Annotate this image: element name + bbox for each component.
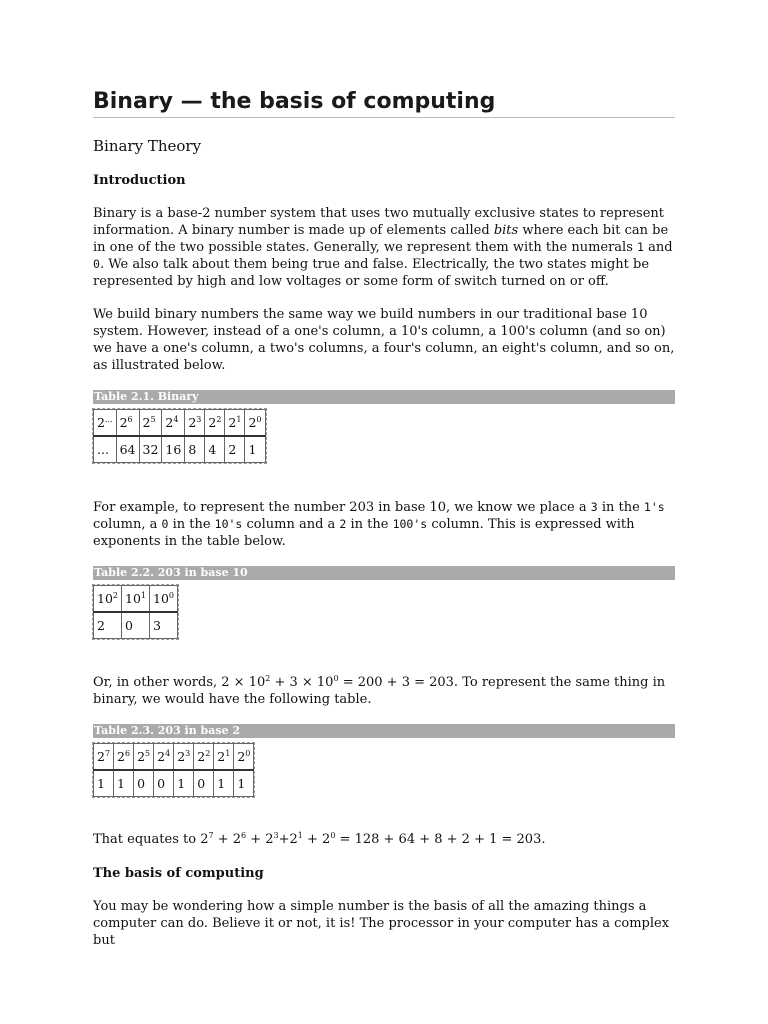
base-number: 2: [197, 749, 206, 764]
base-number: 10: [153, 591, 169, 606]
base-number: 2: [157, 749, 166, 764]
table-base2: [93, 743, 254, 797]
exponent: 7: [104, 749, 111, 758]
table-cell: 1: [245, 436, 265, 463]
table-cell: 1: [174, 770, 194, 797]
table-cell: 64: [116, 436, 139, 463]
table-cell: 1: [214, 770, 234, 797]
exponent: 5: [145, 749, 151, 758]
exponent: 1: [236, 415, 242, 424]
table-cell: 0: [154, 770, 174, 797]
table-cell: 1: [234, 770, 254, 797]
header-cell: [234, 744, 254, 771]
table-row: [94, 770, 254, 797]
table2-caption: Table 2.2. 203 in base 10: [93, 566, 675, 580]
base-number: 2: [97, 749, 105, 764]
header-cell: [245, 410, 265, 437]
table-cell: 0: [134, 770, 154, 797]
table-cell: 1: [114, 770, 134, 797]
base-number: 2: [188, 415, 197, 430]
base-number: 2: [248, 415, 257, 430]
table-cell: 2: [94, 612, 122, 639]
header-cell: [214, 744, 234, 771]
intro-paragraph: Binary is a base-2 number system that uses two mutually exclusive states to represent information. A binary number is made up of elements called bits where each bit can be in one of the two possible states. Generally, we represent them with the numerals 1 and 0. We also talk about them being true and false. Electrically, the two states might be represented by high and low voltages or some form of switch turned on or off.: [93, 206, 673, 289]
header-cell: [94, 586, 122, 613]
base-number: 2: [237, 749, 246, 764]
header-cell: [122, 586, 150, 613]
table-cell: 0: [122, 612, 150, 639]
table1-caption: Table 2.1. Binary: [93, 390, 675, 404]
header-cell: [139, 410, 162, 437]
exponent: 2: [112, 591, 118, 600]
base-number: 2: [117, 749, 125, 764]
build-paragraph: We build binary numbers the same way we build numbers in our traditional base 10 system. However, instead of a one's column, a 10's column, a 100's column (and so on) we have a one's column, a two's columns, a four's column, an eight's column, and so on, as illustrated below.: [93, 307, 675, 373]
header-cell: [116, 410, 139, 437]
exponent: 2: [205, 749, 211, 758]
table-binary-columns: [93, 409, 266, 463]
table-cell: ...: [94, 436, 117, 463]
base-number: 2: [137, 749, 146, 764]
base-number: 2: [217, 749, 226, 764]
table-cell: 1: [94, 770, 114, 797]
table-row: [94, 436, 266, 463]
basis-heading: The basis of computing: [93, 866, 264, 881]
base-number: 2: [165, 415, 174, 430]
header-cell: [94, 410, 117, 437]
table-base10: [93, 585, 178, 639]
table-cell: 32: [139, 436, 162, 463]
page-title: Binary — the basis of computing: [93, 88, 675, 118]
exponent: 1: [140, 591, 146, 600]
header-cell: [150, 586, 178, 613]
exponent: 3: [196, 415, 202, 424]
equates-paragraph: That equates to $2^7 + 2^6 + 2^3+2^1 + 2^0 = 128 + 64 + 8 + 2 + 1 = 203$.: [93, 831, 546, 847]
base-number: 2: [177, 749, 186, 764]
base-number: 2: [208, 415, 217, 430]
header-cell: [225, 410, 245, 437]
exponent: 3: [185, 749, 191, 758]
exponent: 0: [168, 591, 174, 600]
example-paragraph: For example, to represent the number 203 in base 10, we know we place a 3 in the 1's column, a 0 in the 10's column and a 2 in the 100's column. This is expressed with exponents in the table below.: [93, 500, 665, 549]
exponent: 5: [150, 415, 156, 424]
exponent: 1: [225, 749, 231, 758]
header-cell: [185, 410, 205, 437]
table-header-row: [94, 586, 178, 613]
table-header-row: [94, 744, 254, 771]
table-cell: 2: [225, 436, 245, 463]
base-number: 2: [119, 415, 128, 430]
header-cell: [162, 410, 185, 437]
exponent: 2: [216, 415, 222, 424]
header-cell: [205, 410, 225, 437]
table-cell: 0: [194, 770, 214, 797]
exponent: 4: [165, 749, 171, 758]
base-number: 10: [97, 591, 113, 606]
base-number: 2: [97, 415, 105, 430]
exponent: 6: [125, 749, 131, 758]
exponent: ...: [104, 415, 113, 424]
exponent: 0: [245, 749, 251, 758]
exponent: 6: [127, 415, 133, 424]
table-cell: 3: [150, 612, 178, 639]
header-cell: [134, 744, 154, 771]
section-title: Binary Theory: [93, 137, 202, 155]
table-cell: 8: [185, 436, 205, 463]
table3-caption: Table 2.3. 203 in base 2: [93, 724, 675, 738]
words-paragraph: Or, in other words, $2 \times 10^2 + 3 \times 10^0 = 200 + 3 = 203$. To represent the same thing in binary, we would have the following table.: [93, 674, 666, 707]
header-cell: [194, 744, 214, 771]
base-number: 2: [142, 415, 151, 430]
basis-paragraph: You may be wondering how a simple number is the basis of all the amazing things a computer can do. Believe it or not, it is! The processor in your computer has a complex but: [93, 899, 670, 948]
header-cell: [114, 744, 134, 771]
table-cell: 16: [162, 436, 185, 463]
header-cell: [94, 744, 114, 771]
table-row: [94, 612, 178, 639]
exponent: 0: [256, 415, 262, 424]
table-cell: 4: [205, 436, 225, 463]
base-number: 10: [125, 591, 141, 606]
header-cell: [174, 744, 194, 771]
header-cell: [154, 744, 174, 771]
table-header-row: [94, 410, 266, 437]
intro-heading: Introduction: [93, 173, 186, 188]
base-number: 2: [228, 415, 237, 430]
exponent: 4: [173, 415, 179, 424]
